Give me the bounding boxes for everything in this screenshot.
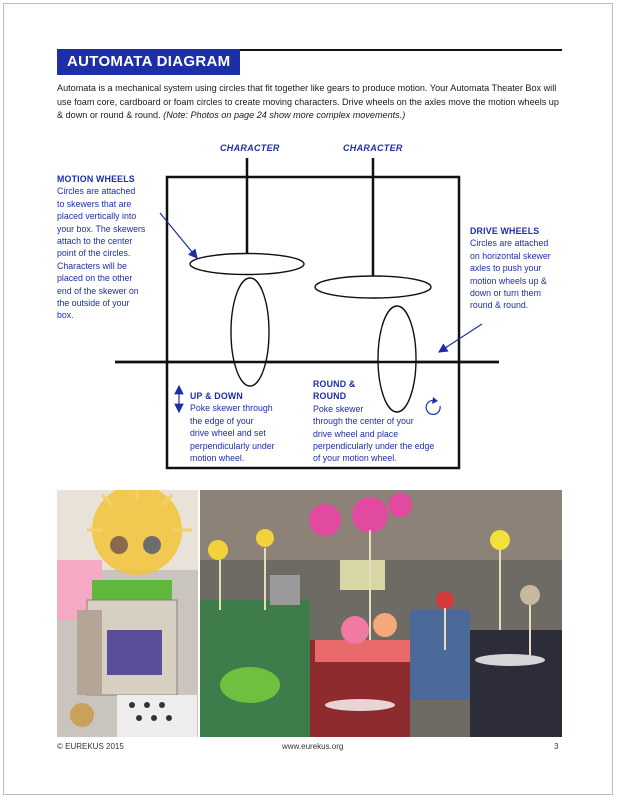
- intro-text: Automata is a mechanical system using circles that fit together like gears to produce motion. Your Automata Theater Box will use foam core, cardboard or foam circles to create moving characters. Drive wheels on the axles move the motion wheels up & down or round & round.: [57, 83, 559, 121]
- automata-diagram: [57, 140, 562, 480]
- round-round-line: drive wheel and place: [313, 428, 399, 439]
- up-down-line: Poke skewer through: [190, 403, 273, 414]
- drive-wheel-left: [231, 278, 269, 386]
- up-down-line: drive wheel and set: [190, 428, 266, 439]
- motion-wheels-line: Circles are attached: [57, 186, 136, 197]
- automata-theater-photo-illustration: [200, 490, 562, 737]
- motion-wheels-line: point of the circles.: [57, 248, 131, 259]
- drive-wheels-line: on horizontal skewer: [470, 250, 551, 261]
- drive-wheels-line: axles to push your: [470, 263, 542, 274]
- round-round-heading: ROUND: [313, 391, 347, 402]
- up-down-line: the edge of your: [190, 415, 254, 426]
- up-down-line: motion wheel.: [190, 453, 245, 464]
- motion-wheels-line: box.: [57, 310, 74, 321]
- footer-url[interactable]: www.eurekus.org: [282, 742, 344, 751]
- motion-wheels-line: your box. The skewers: [57, 223, 146, 234]
- motion-wheel-left: [190, 254, 304, 275]
- drive-wheels-label: [470, 225, 565, 312]
- drive-wheels-heading: DRIVE WHEELS: [470, 226, 540, 236]
- motion-wheels-line: placed vertically into: [57, 211, 137, 222]
- page-number: 3: [554, 742, 559, 751]
- round-round-line: through the center of your: [313, 416, 414, 427]
- intro-paragraph: [57, 82, 562, 123]
- drive-wheels-line: Circles are attached: [470, 238, 549, 249]
- drive-wheels-line: down or turn them: [470, 288, 541, 299]
- motion-wheels-line: end of the skewer on: [57, 285, 139, 296]
- motion-wheels-line: the outside of your: [57, 298, 130, 309]
- motion-wheels-label: [57, 173, 172, 322]
- character-label-right: CHARACTER: [343, 143, 403, 153]
- round-round-label: [313, 378, 458, 465]
- round-round-line: Poke skewer: [313, 403, 364, 414]
- up-down-label: [190, 390, 300, 464]
- motion-wheels-line: attach to the center: [57, 236, 133, 247]
- round-round-line: perpendicularly under the edge: [313, 441, 435, 452]
- drive-wheels-line: motion wheels up &: [470, 275, 547, 286]
- round-round-line: of your motion wheel.: [313, 453, 397, 464]
- character-label-left: CHARACTER: [220, 143, 280, 153]
- drive-wheels-pointer: [439, 324, 482, 352]
- intro-note: (Note: Photos on page 24 show more complex movements.): [163, 110, 406, 121]
- footer-copyright: © EUREKUS 2015: [57, 742, 124, 751]
- page-title: AUTOMATA DIAGRAM: [57, 49, 240, 75]
- automata-box-photo: [57, 490, 198, 737]
- drive-wheels-line: round & round.: [470, 300, 529, 311]
- automata-box-photo-illustration: [57, 490, 198, 737]
- up-down-line: perpendicularly under: [190, 440, 275, 451]
- title-bar: [57, 49, 562, 75]
- automata-theater-photo: [200, 490, 562, 737]
- motion-wheels-heading: MOTION WHEELS: [57, 174, 135, 184]
- round-round-heading: ROUND &: [313, 379, 356, 389]
- motion-wheels-line: to skewers that are: [57, 198, 132, 209]
- motion-wheels-line: Characters will be: [57, 260, 127, 271]
- motion-wheels-line: placed on the other: [57, 273, 133, 284]
- up-down-heading: UP & DOWN: [190, 391, 243, 401]
- motion-wheel-right: [315, 276, 431, 298]
